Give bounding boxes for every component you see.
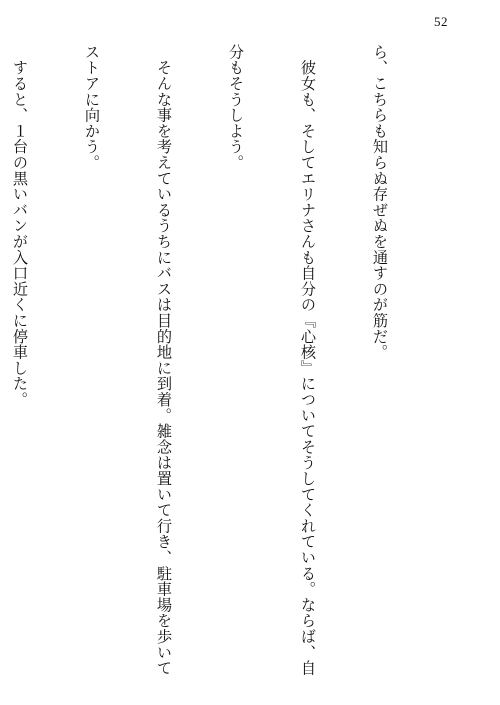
body-text	[0, 44, 440, 684]
text-line: そんな事を考えているうちにバスは目的地に到着。雑念は置いて行き、駐車場を歩いて	[155, 44, 173, 676]
text-line: 分もそうしよう。	[227, 44, 245, 171]
text-line: ストアに向かう。	[83, 44, 101, 171]
page-number: 52	[434, 14, 448, 29]
text-line: 彼女も、そしてエリナさんも自分の『心核』についてそうしてくれている。ならば、自	[299, 44, 317, 676]
text-line: ら、こちらも知らぬ存ぜぬを通すのが筋だ。	[371, 44, 389, 360]
text-line: すると、１台の黒いバンが入口近くに停車した。	[11, 44, 29, 408]
